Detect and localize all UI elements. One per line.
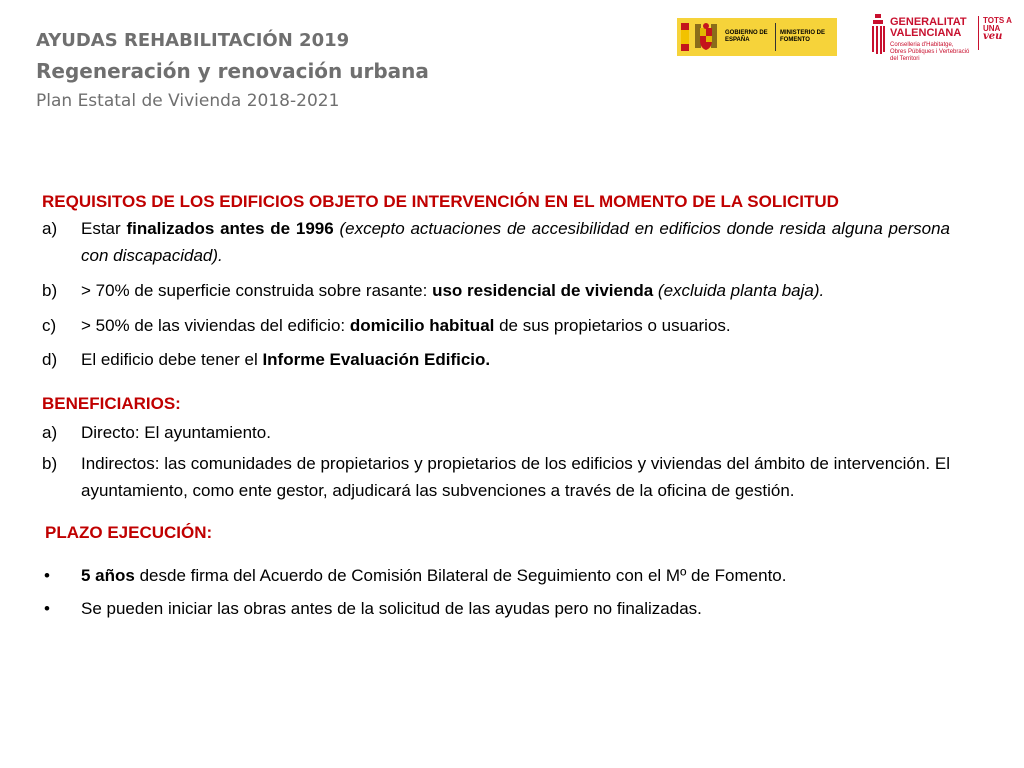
list-marker: a) — [42, 219, 58, 238]
gobierno-espana-logo — [677, 18, 837, 56]
generalitat-logo — [870, 12, 1018, 72]
item-text: > 50% de las viviendas del edificio: — [81, 316, 350, 335]
item-bold: finalizados antes de 1996 — [126, 219, 334, 238]
slide-header — [36, 28, 429, 114]
list-item — [42, 450, 950, 504]
list-item — [42, 277, 950, 304]
item-text: > 70% de superficie construida sobre rasante: — [81, 281, 433, 300]
bullet-item — [42, 562, 950, 589]
list-marker: b) — [42, 281, 58, 300]
logo-divider — [978, 16, 979, 50]
veu-label: veu — [983, 31, 1003, 42]
beneficiarios-title: BENEFICIARIOS: — [42, 394, 181, 413]
item-bold: 5 años — [81, 566, 135, 585]
item-text: de sus propietarios o usuarios. — [494, 316, 731, 335]
list-item — [42, 215, 950, 269]
item-text: Estar — [81, 219, 127, 238]
list-item — [42, 419, 950, 446]
tots-label: TOTS A UNA — [983, 16, 1012, 33]
item-italic: (excepto actuaciones de accesibilidad en edificios donde resida alguna persona con discapacidad). — [81, 219, 950, 265]
header-title: AYUDAS REHABILITACIÓN 2019 — [36, 30, 350, 51]
item-text: Indirectos: las comunidades de propietarios y propietarios de los edificios y viviendas del ámbito de intervención. El ayuntamiento, como ente gestor, adjudicará las subvenciones a través de la oficina de gestión. — [81, 454, 950, 500]
slide-body — [42, 188, 950, 622]
plazo-title: PLAZO EJECUCIÓN: — [45, 523, 213, 542]
item-text: Se pueden iniciar las obras antes de la solicitud de las ayudas pero no finalizadas. — [81, 599, 702, 618]
list-marker: a) — [42, 423, 58, 442]
ministerio-label: MINISTERIO DE FOMENTO — [780, 30, 826, 43]
item-text: El edificio debe tener el — [81, 350, 263, 369]
list-marker: c) — [42, 316, 57, 335]
header-plan: Plan Estatal de Vivienda 2018-2021 — [36, 91, 340, 111]
list-item — [42, 312, 950, 339]
gobierno-label: GOBIERNO DE ESPAÑA — [725, 30, 768, 43]
generalitat-emblem-icon — [870, 12, 886, 58]
header-subtitle: Regeneración y renovación urbana — [36, 59, 429, 83]
coat-of-arms-icon — [693, 22, 719, 52]
logo-divider — [775, 23, 776, 51]
bullet-item — [42, 595, 950, 622]
bullet-marker: • — [44, 566, 50, 585]
item-bold: uso residencial de vivienda — [432, 281, 654, 300]
item-bold: domicilio habitual — [349, 316, 495, 335]
item-text: Directo: El ayuntamiento. — [81, 423, 271, 442]
list-marker: b) — [42, 454, 58, 473]
requisitos-title: REQUISITOS DE LOS EDIFICIOS OBJETO DE INTERVENCIÓN EN EL MOMENTO DE LA SOLICITUD — [42, 192, 839, 211]
list-marker: d) — [42, 350, 58, 369]
item-bold: Informe Evaluación Edificio. — [262, 350, 491, 369]
spain-flag-icon — [681, 23, 689, 51]
item-text: desde firma del Acuerdo de Comisión Bilateral de Seguimiento con el Mº de Fomento. — [134, 566, 787, 585]
list-item — [42, 346, 950, 373]
item-italic: (excluida planta baja). — [657, 281, 825, 300]
conselleria-label: Conselleria d'Habitatge, Obres Públiques i Vertebració del Territori — [890, 42, 970, 62]
bullet-marker: • — [44, 599, 50, 618]
generalitat-label: GENERALITAT VALENCIANA — [890, 16, 967, 39]
tots-a-una-veu — [983, 17, 1015, 41]
